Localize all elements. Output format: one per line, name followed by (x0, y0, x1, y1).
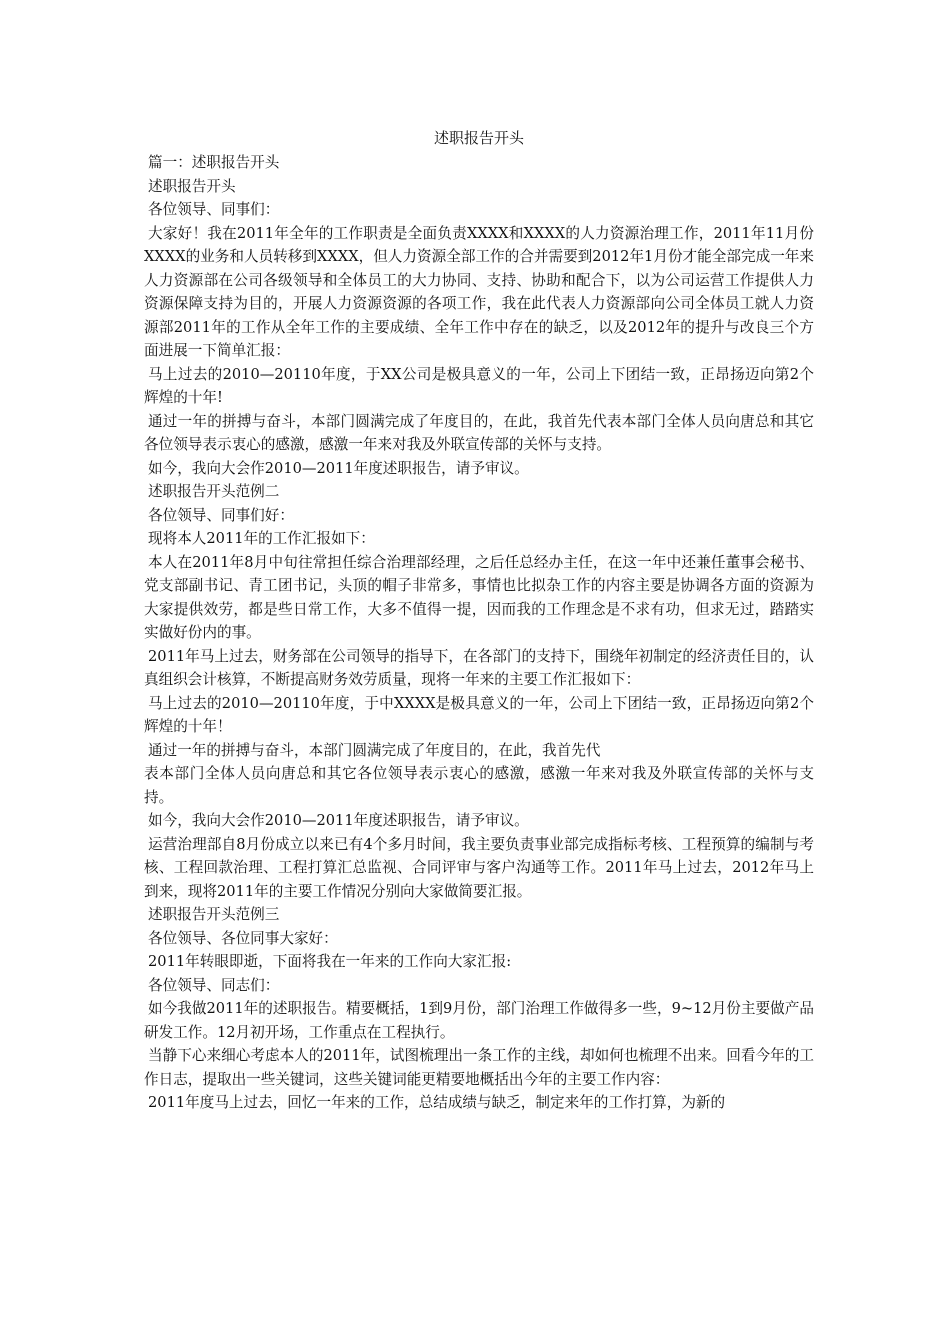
paragraph-salutation: 各位领导、同事们： (148, 201, 280, 218)
paragraph-body: 2011年马上过去，财务部在公司领导的指导下，在各部门的支持下，围绕年初制定的经济责任目的，认真组织会计核算，不断提高财务效劳质量，现将一年来的主要工作汇报如下： (144, 647, 814, 688)
paragraph-body: 通过一年的拼搏与奋斗，本部门圆满完成了年度目的，在此，我首先代 (148, 741, 601, 759)
paragraph-body: 当静下心来细心考虑本人的2011年，试图梳理出一条工作的主线，却如何也梳理不出来。回看今年的工作日志，提取出一些关键词，这些关键词能更精要地概括出今年的主要工作内容： (144, 1047, 814, 1088)
paragraph-body: 如今，我向大会作2010—2011年度述职报告，请予审议。 (148, 812, 529, 829)
paragraph-body: 如今，我向大会作2010—2011年度述职报告，请予审议。 (148, 459, 529, 477)
paragraph-section-heading-2: 述职报告开头范例二 (148, 483, 280, 500)
paragraph-body: 本人在2011年8月中旬往常担任综合治理部经理，之后任总经办主任，在这一年中还兼任董事会秘书、党支部副书记、青工团书记，头顶的帽子非常多，事情也比拟杂工作的内容主要是协调各方面的资源为大家提供效劳，都是些日常工作，大多不值得一提，因而我的工作理念是不求有功，但求无过，踏踏实实做好份内的事。 (144, 553, 814, 641)
paragraph-body: 表本部门全体人员向唐总和其它各位领导表示衷心的感激，感激一年来对我及外联宣传部的关怀与支持。 (144, 765, 814, 806)
paragraph-body: 如今我做2011年的述职报告。精要概括，1到9月份，部门治理工作做得多一些，9~12月份主要做产品研发工作。12月初开场，工作重点在工程执行。 (144, 1000, 814, 1041)
paragraph-body: 2011年转眼即逝，下面将我在一年来的工作向大家汇报: (148, 953, 512, 970)
paragraph-section-heading-1: 篇一：述职报告开头 (148, 154, 280, 171)
document-title: 述职报告开头 (433, 129, 524, 147)
paragraph-body: 2011年度马上过去，回忆一年来的工作，总结成绩与缺乏，制定来年的工作打算，为新的 (148, 1094, 726, 1111)
paragraph-section-heading-3: 述职报告开头范例三 (148, 906, 280, 923)
paragraph-body: 运营治理部自8月份成立以来已有4个多月时间，我主要负责事业部完成指标考核、工程预算的编制与考核、工程回款治理、工程打算汇总监视、合同评审与客户沟通等工作。2011年马上过去，2012年马上到来，现将2011年的主要工作情况分别向大家做简要汇报。 (144, 835, 814, 900)
document-page (144, 125, 814, 1115)
paragraph-body: 通过一年的拼搏与奋斗，本部门圆满完成了年度目的，在此，我首先代表本部门全体人员向唐总和其它各位领导表示衷心的感激，感激一年来对我及外联宣传部的关怀与支持。 (144, 412, 814, 453)
paragraph-salutation: 各位领导、同志们： (148, 976, 280, 994)
paragraph-body: 现将本人2011年的工作汇报如下： (148, 530, 375, 547)
paragraph-body: 马上过去的2010—20110年度，于中XXXX是极具意义的一年，公司上下团结一致，正昂扬迈向第2个辉煌的十年！ (144, 694, 814, 735)
paragraph-subheading: 述职报告开头 (148, 177, 236, 195)
paragraph-body: 马上过去的2010—20110年度，于XX公司是极具意义的一年，公司上下团结一致，正昂扬迈向第2个辉煌的十年! (144, 365, 814, 406)
paragraph-salutation: 各位领导、同事们好： (148, 506, 294, 524)
paragraph-salutation: 各位领导、各位同事大家好： (148, 929, 338, 947)
paragraph-body: 大家好！我在2011年全年的工作职责是全面负责XXXX和XXXX的人力资源治理工作，2011年11月份XXXX的业务和人员转移到XXXX，但人力资源全部工作的合并需要到2012年1月份才能全部完成一年来人力资源部在公司各级领导和全体员工的大力协同、支持、协助和配合下，以为公司运营工作提供人力资源保障支持为目的，开展人力资源资源的各项工作，我在此代表人力资源部向公司全体员工就人力资源部2011年的工作从全年工作的主要成绩、全年工作中存在的缺乏，以及2012年的提升与改良三个方面进展一下简单汇报： (144, 224, 814, 359)
